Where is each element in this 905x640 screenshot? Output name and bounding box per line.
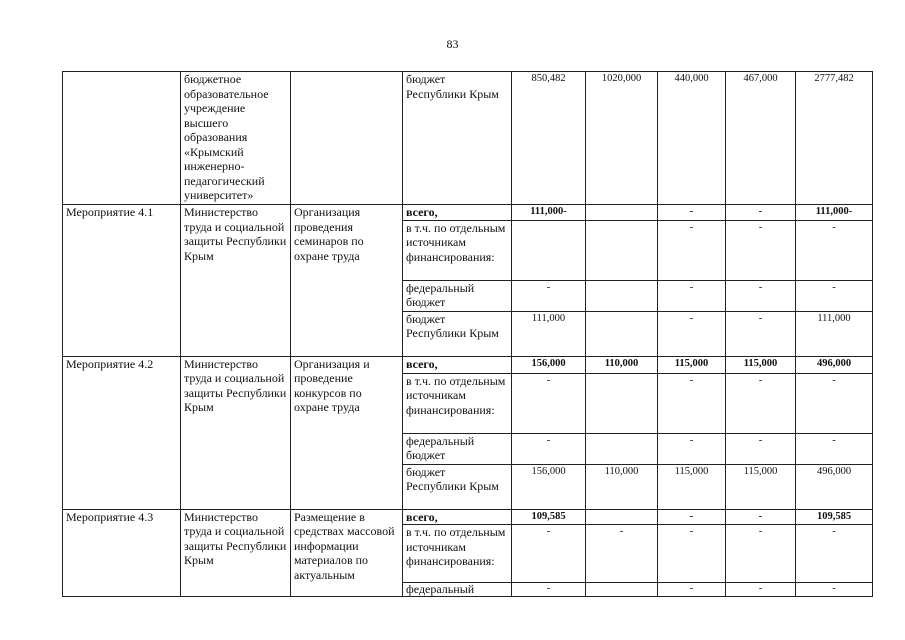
total-cell: 2777,482 (796, 72, 873, 205)
value-cell: 467,000 (726, 72, 796, 205)
action-cell: Размещение в средствах массовой информации материалов по актуальным (291, 509, 403, 597)
value-cell: - (512, 433, 586, 464)
value-cell: 115,000 (658, 464, 726, 509)
source-cell: бюджет Республики Крым (403, 311, 512, 356)
page-number: 83 (446, 37, 459, 51)
value-cell (512, 220, 586, 280)
source-cell: всего, (403, 205, 512, 221)
event-cell: Мероприятие 4.3 (63, 509, 181, 597)
source-cell: всего, (403, 509, 512, 525)
total-cell: - (796, 583, 873, 597)
total-cell: - (796, 433, 873, 464)
action-cell: Организация проведения семинаров по охране труда (291, 205, 403, 357)
budget-table (62, 71, 873, 597)
value-cell: 156,000 (512, 464, 586, 509)
value-cell: 156,000 (512, 356, 586, 373)
value-cell: 440,000 (658, 72, 726, 205)
value-cell: 109,585 (512, 509, 586, 525)
total-cell: - (796, 220, 873, 280)
executor-cell: Министерство труда и социальной защиты Республики Крым (181, 356, 291, 509)
value-cell: 850,482 (512, 72, 586, 205)
value-cell: - (658, 311, 726, 356)
value-cell: - (658, 509, 726, 525)
value-cell: 111,000 (512, 311, 586, 356)
value-cell (586, 205, 658, 221)
value-cell: 115,000 (658, 356, 726, 373)
value-cell: - (726, 525, 796, 583)
total-cell: - (796, 525, 873, 583)
total-cell: 111,000- (796, 205, 873, 221)
source-cell: в т.ч. по отдельным источникам финансирования: (403, 525, 512, 583)
value-cell: - (658, 280, 726, 311)
value-cell: 115,000 (726, 464, 796, 509)
value-cell: 110,000 (586, 356, 658, 373)
event-cell: Мероприятие 4.1 (63, 205, 181, 357)
source-cell: в т.ч. по отдельным источникам финансирования: (403, 220, 512, 280)
value-cell: - (658, 433, 726, 464)
value-cell: 111,000- (512, 205, 586, 221)
event-cell: Мероприятие 4.2 (63, 356, 181, 509)
total-cell: - (796, 373, 873, 433)
value-cell (586, 583, 658, 597)
table-row (63, 509, 873, 525)
source-cell: федеральный (403, 583, 512, 597)
value-cell: - (658, 583, 726, 597)
source-cell: федеральный бюджет (403, 433, 512, 464)
value-cell: - (658, 205, 726, 221)
event-cell (63, 72, 181, 205)
value-cell: - (726, 280, 796, 311)
table-row (63, 356, 873, 373)
value-cell: 115,000 (726, 356, 796, 373)
source-cell: всего, (403, 356, 512, 373)
value-cell: 110,000 (586, 464, 658, 509)
value-cell (586, 509, 658, 525)
table-row (63, 205, 873, 221)
value-cell: - (658, 525, 726, 583)
total-cell: 496,000 (796, 464, 873, 509)
value-cell: - (586, 525, 658, 583)
value-cell (586, 311, 658, 356)
value-cell: 1020,000 (586, 72, 658, 205)
value-cell (586, 373, 658, 433)
total-cell: - (796, 280, 873, 311)
action-cell (291, 72, 403, 205)
value-cell: - (512, 525, 586, 583)
total-cell: 109,585 (796, 509, 873, 525)
value-cell: - (658, 373, 726, 433)
total-cell: 496,000 (796, 356, 873, 373)
total-cell: 111,000 (796, 311, 873, 356)
source-cell: бюджет Республики Крым (403, 464, 512, 509)
value-cell: - (726, 509, 796, 525)
value-cell: - (726, 433, 796, 464)
value-cell: - (726, 205, 796, 221)
table-row (63, 72, 873, 205)
value-cell: - (512, 583, 586, 597)
value-cell: - (658, 220, 726, 280)
value-cell: - (512, 280, 586, 311)
value-cell (586, 280, 658, 311)
value-cell: - (726, 220, 796, 280)
value-cell (586, 433, 658, 464)
source-cell: в т.ч. по отдельным источникам финансирования: (403, 373, 512, 433)
value-cell (586, 220, 658, 280)
executor-cell: бюджетное образовательное учреждение высшего образования «Крымский инженерно-педагогический университет» (181, 72, 291, 205)
source-cell: бюджет Республики Крым (403, 72, 512, 205)
action-cell: Организация и проведение конкурсов по охране труда (291, 356, 403, 509)
value-cell: - (512, 373, 586, 433)
value-cell: - (726, 583, 796, 597)
source-cell: федеральный бюджет (403, 280, 512, 311)
executor-cell: Министерство труда и социальной защиты Республики Крым (181, 205, 291, 357)
value-cell: - (726, 311, 796, 356)
value-cell: - (726, 373, 796, 433)
executor-cell: Министерство труда и социальной защиты Республики Крым (181, 509, 291, 597)
